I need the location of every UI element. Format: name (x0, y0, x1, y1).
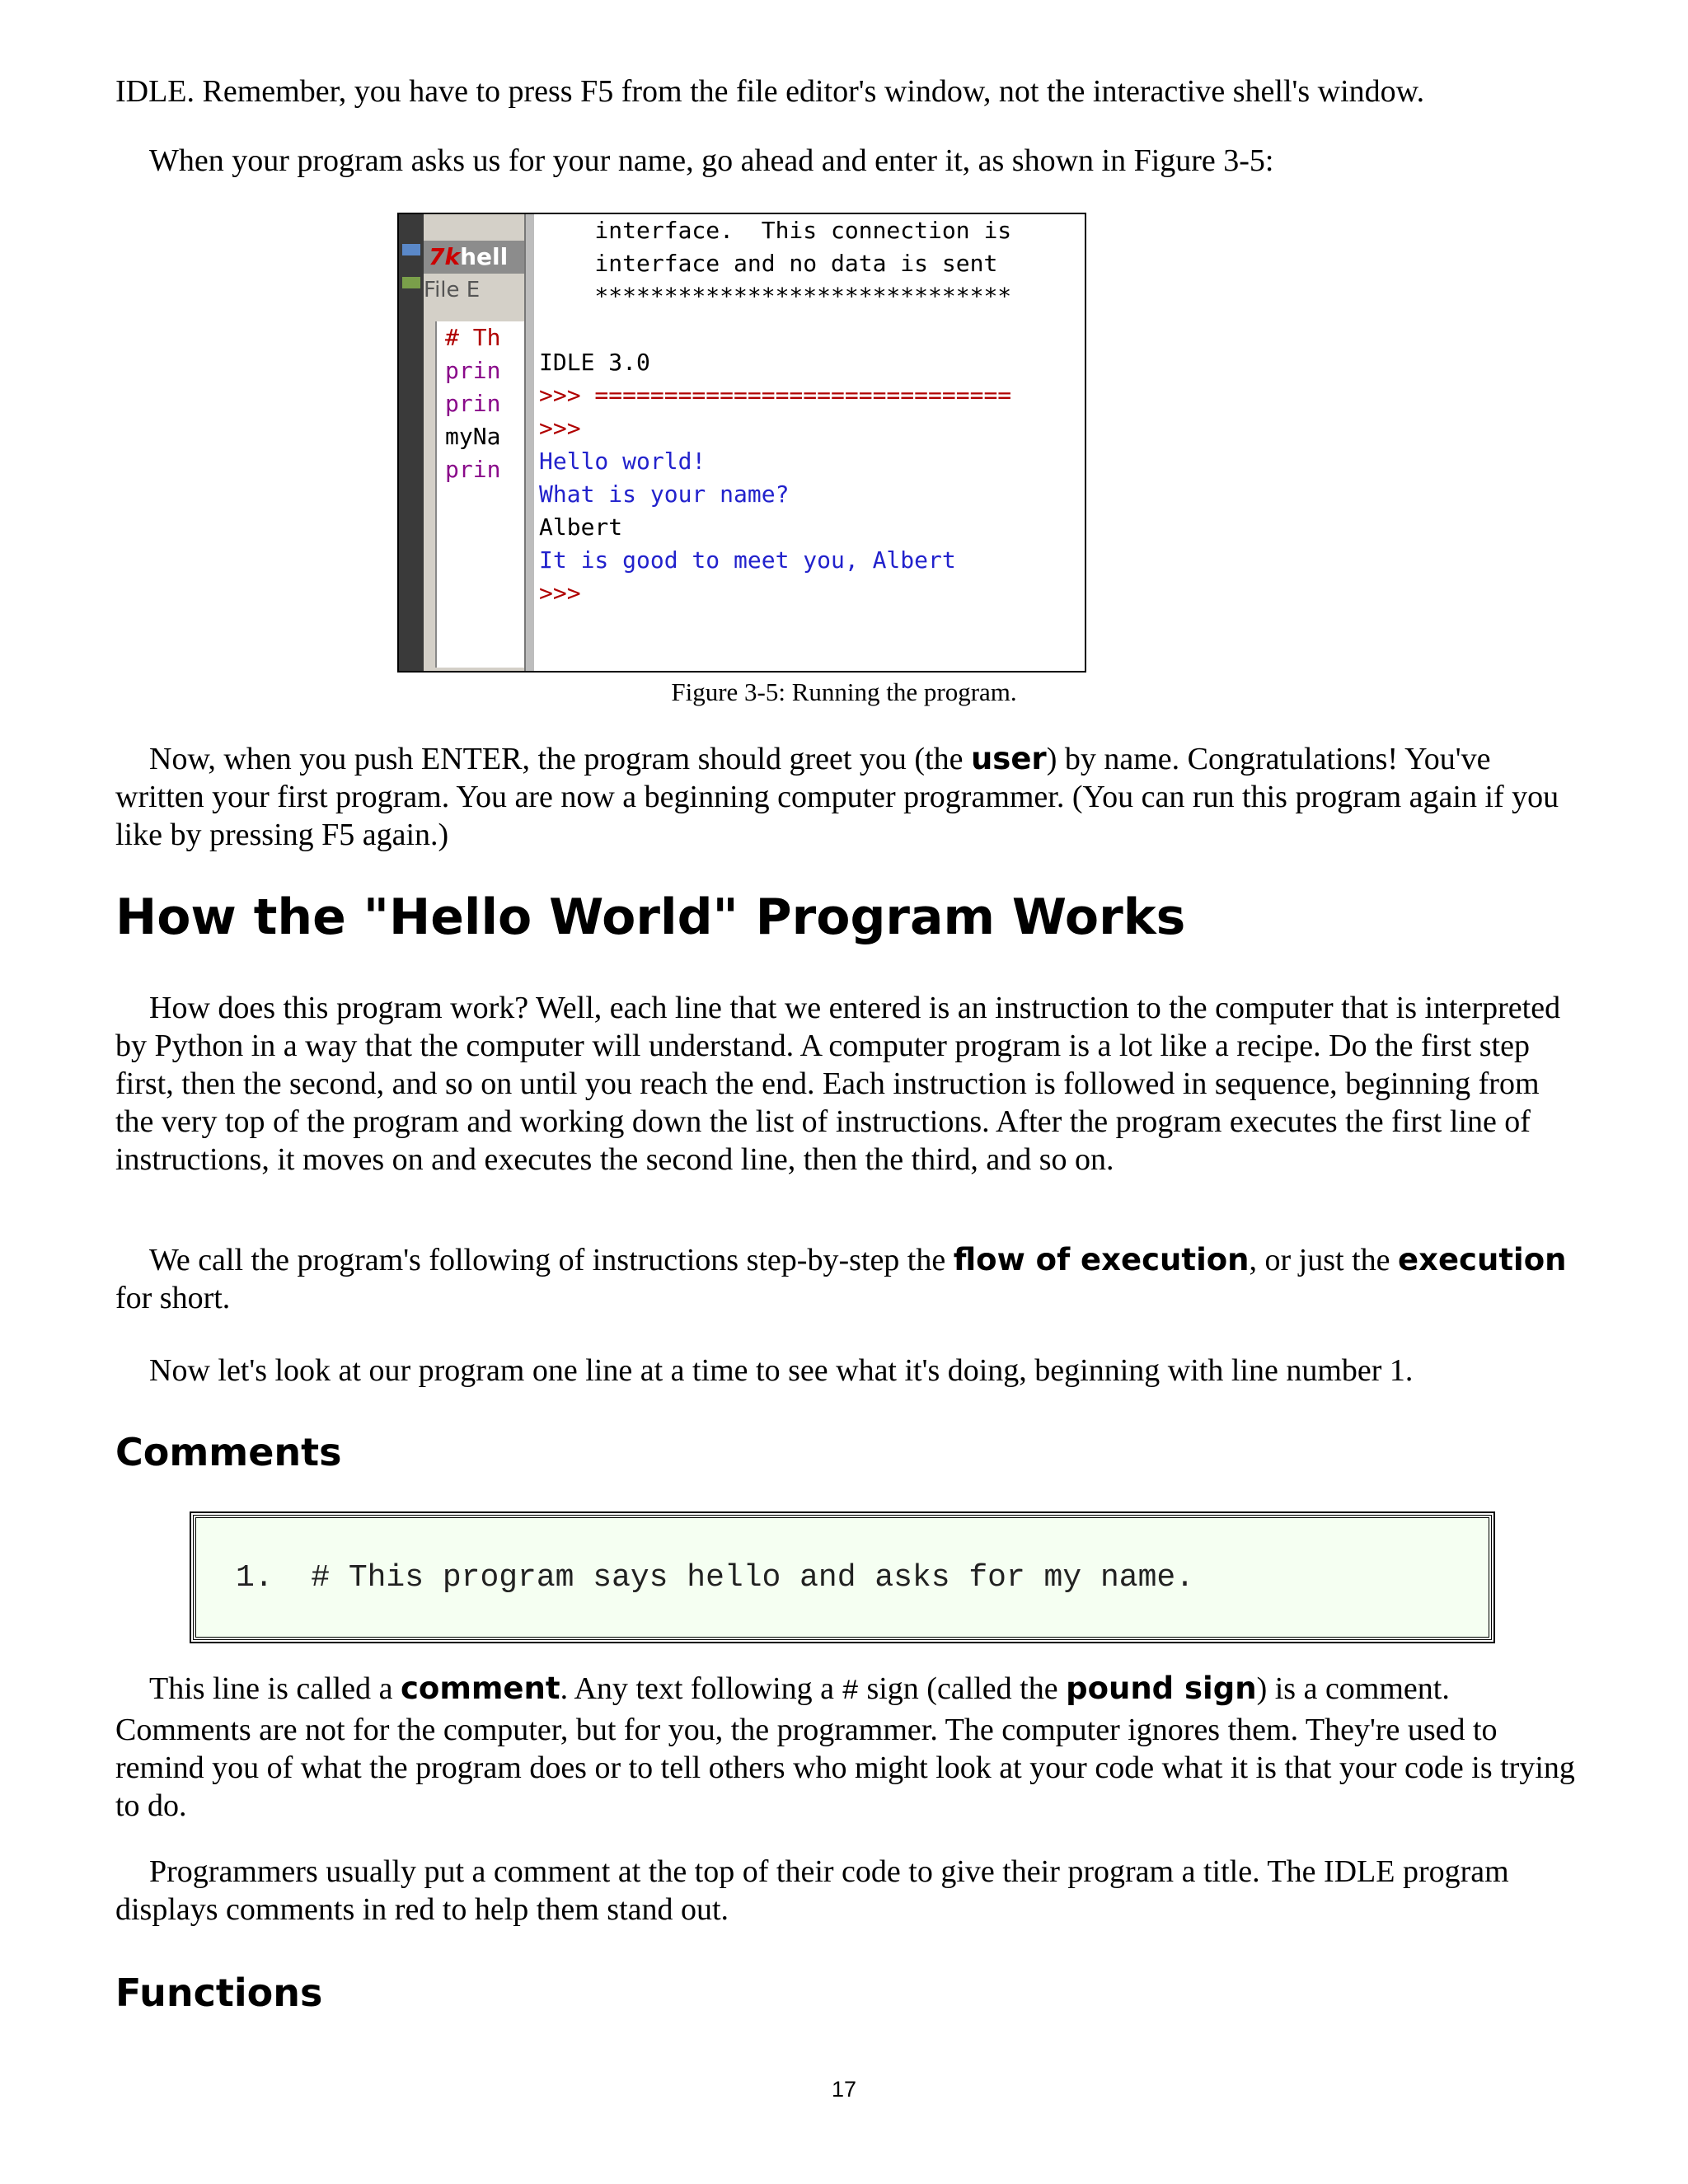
subheading-functions: Functions (115, 1971, 323, 2015)
paragraph-line-by-line: Now let's look at our program one line at a time to see what it's doing, beginning with line number 1. (149, 1353, 1414, 1388)
shell-line: Hello world! (539, 448, 706, 475)
text: , or just the (1249, 1243, 1398, 1277)
shell-line: What is your name? (539, 480, 790, 508)
shell-line: interface and no data is sent (539, 250, 998, 277)
editor-code-line: prin (445, 390, 501, 417)
keyword-comment: comment (400, 1671, 560, 1706)
desktop-icon (402, 277, 420, 288)
text: Now, when you push ENTER, the program should greet you (the (149, 742, 971, 776)
text: ) by name. Congratulations! You've written your first program. You are now a beginning computer programmer. (You can run this program again if you like by pressing F5 again.) (115, 742, 1559, 852)
keyword-flow-of-execution: flow of execution (953, 1242, 1250, 1277)
shell-line: ****************************** (539, 283, 1012, 310)
paragraph-intro: IDLE. Remember, you have to press F5 from the file editor's window, not the interactive shell's window. (115, 74, 1425, 109)
page-number: 17 (831, 2077, 857, 2102)
interactive-shell-window (534, 214, 1085, 671)
tk-icon: 7k (429, 243, 461, 270)
figure-idle-screenshot (397, 213, 1086, 673)
file-editor-window (424, 214, 524, 671)
keyword-user: user (970, 741, 1047, 776)
shell-line: It is good to meet you, Albert (539, 546, 956, 574)
paragraph-flow (115, 1241, 1582, 1317)
desktop-strip (399, 214, 424, 671)
editor-code-line: prin (445, 357, 501, 384)
shell-line: >>> (539, 579, 581, 607)
shell-line: IDLE 3.0 (539, 349, 650, 376)
editor-code-line: # Th (445, 324, 501, 351)
text: for short. (115, 1281, 231, 1315)
text: This line is called a (149, 1671, 401, 1706)
editor-titlebar (424, 241, 524, 274)
shell-line: interface. This connection is (539, 217, 1012, 244)
editor-code-area (435, 321, 526, 668)
text: ) is a comment. Comments are not for the computer, but for you, the programmer. The computer ignores them. They're used to remind you of what the program does or to tell others who might look at your code what it is that your code is trying to do. (115, 1671, 1575, 1823)
paragraph-title-comment: Programmers usually put a comment at the top of their code to give their program a title. The IDLE program displays comments in red to help them stand out. (115, 1854, 1509, 1927)
window-border (524, 214, 534, 671)
shell-line: Albert (539, 513, 623, 541)
editor-code-line: myNa (445, 423, 501, 450)
desktop-icon (402, 244, 420, 255)
subheading-comments: Comments (115, 1430, 342, 1474)
inline-code-pound: # (842, 1676, 859, 1708)
code-line-1: 1. # This program says hello and asks for my name. (236, 1560, 1194, 1596)
text: . Any text following a (560, 1671, 842, 1706)
section-heading: How the "Hello World" Program Works (115, 888, 1186, 946)
text: We call the program's following of instructions step-by-step the (149, 1243, 954, 1277)
shell-line: >>> (539, 415, 581, 442)
keyword-pound-sign: pound sign (1066, 1671, 1257, 1706)
paragraph-figure-lead: When your program asks us for your name, go ahead and enter it, as shown in Figure 3-5: (149, 143, 1274, 178)
shell-line: >>> ============================== (539, 382, 1012, 409)
figure-caption: Figure 3-5: Running the program. (671, 677, 1017, 706)
paragraph-greeting (115, 740, 1582, 854)
shell-line (534, 313, 1085, 346)
text: sign (called the (858, 1671, 1067, 1706)
editor-title: hell (460, 243, 509, 270)
code-listing (193, 1515, 1492, 1640)
keyword-execution: execution (1398, 1242, 1567, 1277)
paragraph-comment (115, 1670, 1582, 1825)
editor-code-line: prin (445, 456, 501, 483)
editor-menubar: File E (424, 278, 481, 302)
paragraph-how-it-works: How does this program work? Well, each line that we entered is an instruction to the computer that is interpreted by Python in a way that the computer will understand. A computer program is a lot like a recipe. Do the first step first, then the second, and so on until you reach the end. Each instruction is followed in sequence, beginning from the very top of the program and working down the list of instructions. After the program executes the first line of instructions, it moves on and executes the second line, then the third, and so on. (115, 991, 1561, 1177)
